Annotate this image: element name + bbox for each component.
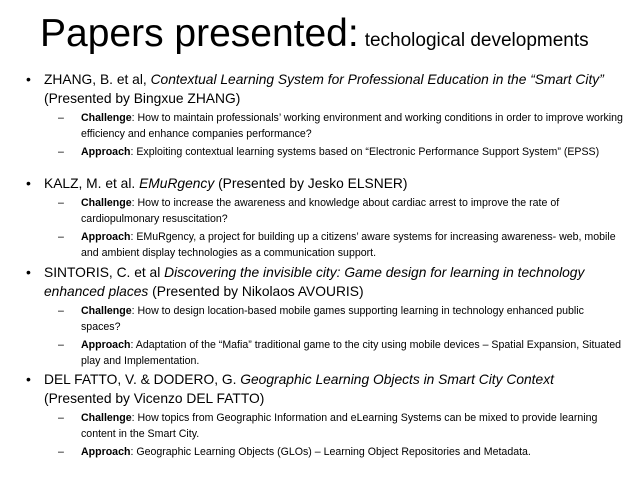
challenge-label: Challenge	[81, 305, 132, 317]
paper-title: Geographic Learning Objects in Smart City Context	[240, 372, 554, 387]
paper-heading	[24, 370, 624, 408]
bullet-icon: •	[26, 371, 31, 387]
paper-presenter: (Presented by Nikolaos AVOURIS)	[148, 284, 364, 299]
dash-icon: –	[58, 412, 64, 424]
title-main: Papers presented:	[40, 12, 359, 55]
approach-text: : EMuRgency, a project for building up a citizens’ aware systems for increasing awareness- web, mobile and ambient display technologies as a communication support.	[81, 231, 616, 259]
paper-item-4	[24, 370, 624, 460]
slide-title	[40, 10, 630, 66]
challenge-label: Challenge	[81, 412, 132, 424]
approach-label: Approach	[81, 231, 131, 243]
challenge-label: Challenge	[81, 112, 132, 124]
dash-icon: –	[58, 305, 64, 317]
challenge-text: : How to maintain professionals’ working environment and working conditions in order to improve working efficiency and enhance companies performance?	[81, 112, 623, 140]
challenge-text: : How to design location-based mobile games supporting learning in technology enhanced public spaces?	[81, 305, 584, 333]
approach-label: Approach	[81, 146, 131, 158]
paper-heading	[24, 70, 624, 108]
approach-item	[24, 444, 624, 460]
dash-icon: –	[58, 197, 64, 209]
paper-item-3	[24, 263, 624, 369]
paper-title: Contextual Learning System for Professional Education in the “Smart City”	[150, 72, 604, 87]
challenge-item	[24, 110, 624, 142]
challenge-text: : How to increase the awareness and knowledge about cardiac arrest to improve the rate of cardiopulmonary resuscitation?	[81, 197, 560, 225]
bullet-icon: •	[26, 175, 31, 191]
dash-icon: –	[58, 112, 64, 124]
approach-text: : Geographic Learning Objects (GLOs) – Learning Object Repositories and Metadata.	[130, 446, 531, 458]
paper-authors: SINTORIS, C. et al	[44, 265, 165, 280]
approach-item	[24, 144, 624, 160]
bullet-icon: •	[26, 71, 31, 87]
paper-presenter: (Presented by Vicenzo DEL FATTO)	[44, 391, 265, 406]
challenge-item	[24, 410, 624, 442]
dash-icon: –	[58, 446, 64, 458]
paper-item-2	[24, 174, 624, 261]
paper-title: Discovering the invisible city: Game design for learning in technology enhanced places	[44, 265, 585, 299]
dash-icon: –	[58, 231, 64, 243]
approach-label: Approach	[81, 446, 131, 458]
challenge-label: Challenge	[81, 197, 132, 209]
paper-presenter: (Presented by Jesko ELSNER)	[214, 176, 408, 191]
dash-icon: –	[58, 339, 64, 351]
paper-heading	[24, 174, 624, 193]
approach-item	[24, 229, 624, 261]
paper-item-1	[24, 70, 624, 160]
dash-icon: –	[58, 146, 64, 158]
bullet-icon: •	[26, 264, 31, 280]
approach-text: : Exploiting contextual learning systems based on “Electronic Performance Support System” (EPSS)	[130, 146, 600, 158]
approach-text: : Adaptation of the “Mafia” traditional game to the city using mobile devices – Spatial Expansion, Situated play and Implementation.	[81, 339, 621, 367]
paper-title: EMuRgency	[139, 176, 215, 191]
approach-label: Approach	[81, 339, 131, 351]
paper-authors: DEL FATTO, V. & DODERO, G.	[44, 372, 241, 387]
paper-heading	[24, 263, 624, 301]
paper-authors: ZHANG, B. et al,	[44, 72, 151, 87]
challenge-text: : How topics from Geographic Information and eLearning Systems can be mixed to provide learning content in the Smart City.	[81, 412, 598, 440]
approach-item	[24, 337, 624, 369]
paper-authors: KALZ, M. et al.	[44, 176, 140, 191]
title-subtitle: techological developments	[364, 30, 589, 51]
paper-presenter: (Presented by Bingxue ZHANG)	[44, 91, 241, 106]
challenge-item	[24, 303, 624, 335]
challenge-item	[24, 195, 624, 227]
